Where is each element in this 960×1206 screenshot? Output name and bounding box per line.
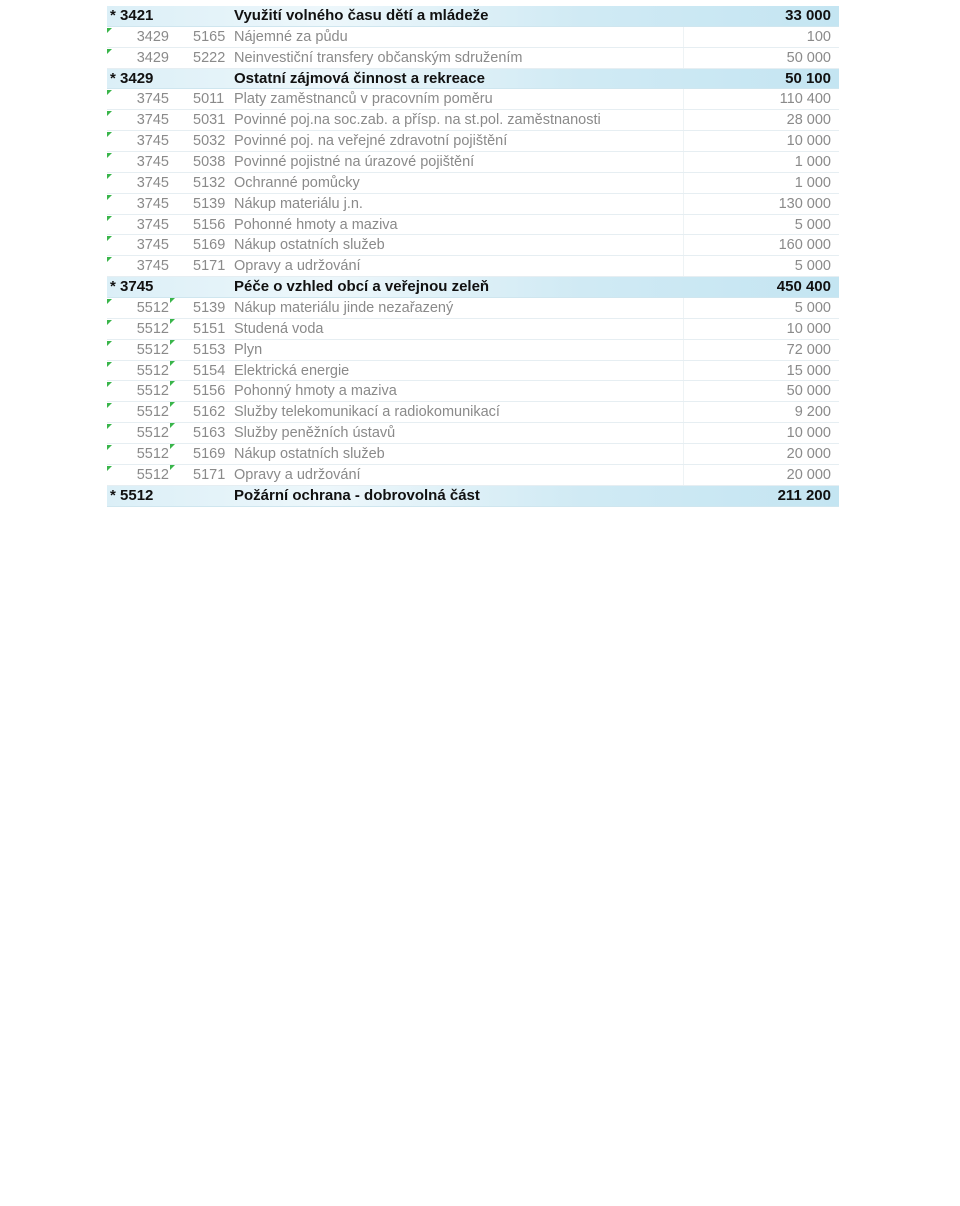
paragraph-cell: 3745 bbox=[136, 112, 169, 129]
item-code-cell: 5156 bbox=[193, 383, 226, 400]
item-code-cell: 5222 bbox=[193, 49, 226, 66]
paragraph-cell: 3745 bbox=[136, 174, 169, 191]
comment-marker-icon bbox=[170, 444, 175, 449]
paragraph-cell: 5512 bbox=[136, 404, 169, 421]
amount-cell: 10 000 bbox=[786, 320, 831, 337]
comment-marker-icon bbox=[170, 319, 175, 324]
table-row bbox=[107, 235, 839, 256]
budget-table-rows bbox=[107, 6, 839, 507]
item-code-cell: 5038 bbox=[193, 154, 226, 171]
table-row bbox=[107, 131, 839, 152]
paragraph-cell: 3745 bbox=[136, 195, 169, 212]
item-code-cell: 5139 bbox=[193, 300, 226, 317]
item-code-cell: 5165 bbox=[193, 28, 226, 45]
table-row bbox=[107, 361, 839, 382]
item-code-cell: 5156 bbox=[193, 216, 226, 233]
subtotal-amount-cell: 450 400 bbox=[776, 278, 831, 296]
comment-marker-icon bbox=[170, 298, 175, 303]
table-row bbox=[107, 48, 839, 69]
amount-cell: 50 000 bbox=[786, 49, 831, 66]
item-code-cell: 5031 bbox=[193, 112, 226, 129]
item-name-cell: Nákup materiálu jinde nezařazený bbox=[234, 300, 454, 317]
subtotal-row bbox=[107, 277, 839, 298]
table-row bbox=[107, 319, 839, 340]
table-row bbox=[107, 215, 839, 236]
item-name-cell: Opravy a udržování bbox=[234, 258, 361, 275]
paragraph-cell: 5512 bbox=[136, 341, 169, 358]
amount-cell: 15 000 bbox=[786, 362, 831, 379]
paragraph-cell: 5512 bbox=[136, 383, 169, 400]
table-row bbox=[107, 27, 839, 48]
amount-cell: 72 000 bbox=[786, 341, 831, 358]
item-code-cell: 5163 bbox=[193, 425, 226, 442]
item-code-cell: 5153 bbox=[193, 341, 226, 358]
subtotal-name-cell: Ostatní zájmová činnost a rekreace bbox=[234, 69, 485, 87]
item-name-cell: Nákup ostatních služeb bbox=[234, 237, 385, 254]
item-name-cell: Povinné pojistné na úrazové pojištění bbox=[234, 154, 475, 171]
comment-marker-icon bbox=[170, 423, 175, 428]
item-code-cell: 5154 bbox=[193, 362, 226, 379]
amount-cell: 130 000 bbox=[778, 195, 831, 212]
budget-table bbox=[107, 6, 839, 507]
amount-cell: 9 200 bbox=[794, 404, 831, 421]
item-code-cell: 5169 bbox=[193, 446, 226, 463]
paragraph-cell: 5512 bbox=[136, 362, 169, 379]
item-name-cell: Nákup ostatních služeb bbox=[234, 446, 385, 463]
subtotal-name-cell: Využití volného času dětí a mládeže bbox=[234, 7, 489, 24]
item-code-cell: 5139 bbox=[193, 195, 226, 212]
paragraph-cell: 3429 bbox=[136, 49, 169, 66]
item-name-cell: Pohonné hmoty a maziva bbox=[234, 216, 398, 233]
item-name-cell: Pohonný hmoty a maziva bbox=[234, 383, 397, 400]
comment-marker-icon bbox=[170, 381, 175, 386]
table-row bbox=[107, 381, 839, 402]
item-name-cell: Nákup materiálu j.n. bbox=[234, 195, 363, 212]
paragraph-cell: 3745 bbox=[136, 237, 169, 254]
amount-cell: 20 000 bbox=[786, 466, 831, 483]
item-name-cell: Povinné poj.na soc.zab. a přísp. na st.pol. zaměstnanosti bbox=[234, 112, 601, 129]
amount-cell: 50 000 bbox=[786, 383, 831, 400]
table-row bbox=[107, 89, 839, 110]
paragraph-cell: 3745 bbox=[136, 154, 169, 171]
table-row bbox=[107, 110, 839, 131]
amount-cell: 100 bbox=[806, 28, 831, 45]
comment-marker-icon bbox=[170, 340, 175, 345]
amount-cell: 110 400 bbox=[779, 91, 831, 108]
paragraph-cell: 5512 bbox=[136, 425, 169, 442]
comment-marker-icon bbox=[170, 361, 175, 366]
amount-cell: 160 000 bbox=[778, 237, 831, 254]
paragraph-cell: 5512 bbox=[136, 466, 169, 483]
item-code-cell: 5162 bbox=[193, 404, 226, 421]
subtotal-paragraph-cell: * 3429 bbox=[110, 69, 154, 87]
comment-marker-icon bbox=[170, 465, 175, 470]
table-row bbox=[107, 298, 839, 319]
table-row bbox=[107, 402, 839, 423]
item-name-cell: Služby telekomunikací a radiokomunikací bbox=[234, 404, 500, 421]
item-name-cell: Neinvestiční transfery občanským sdružením bbox=[234, 49, 523, 66]
item-name-cell: Ochranné pomůcky bbox=[234, 174, 360, 191]
item-code-cell: 5171 bbox=[193, 466, 226, 483]
item-name-cell: Služby peněžních ústavů bbox=[234, 425, 396, 442]
table-row bbox=[107, 423, 839, 444]
item-code-cell: 5169 bbox=[193, 237, 226, 254]
item-code-cell: 5011 bbox=[193, 91, 225, 108]
subtotal-amount-cell: 211 200 bbox=[777, 486, 831, 504]
paragraph-cell: 5512 bbox=[136, 320, 169, 337]
table-row bbox=[107, 173, 839, 194]
amount-cell: 1 000 bbox=[794, 154, 831, 171]
table-row bbox=[107, 152, 839, 173]
amount-cell: 20 000 bbox=[786, 446, 831, 463]
subtotal-name-cell: Požární ochrana - dobrovolná část bbox=[234, 486, 480, 504]
paragraph-cell: 5512 bbox=[136, 446, 169, 463]
paragraph-cell: 3745 bbox=[136, 133, 169, 150]
item-name-cell: Nájemné za půdu bbox=[234, 28, 348, 45]
subtotal-paragraph-cell: * 5512 bbox=[110, 486, 154, 504]
table-row bbox=[107, 340, 839, 361]
subtotal-name-cell: Péče o vzhled obcí a veřejnou zeleň bbox=[234, 278, 490, 296]
item-name-cell: Platy zaměstnanců v pracovním poměru bbox=[234, 91, 493, 108]
amount-cell: 5 000 bbox=[794, 258, 831, 275]
subtotal-amount-cell: 50 100 bbox=[785, 69, 831, 87]
item-name-cell: Opravy a udržování bbox=[234, 466, 361, 483]
table-row bbox=[107, 444, 839, 465]
paragraph-cell: 3745 bbox=[136, 258, 169, 275]
item-code-cell: 5032 bbox=[193, 133, 226, 150]
amount-cell: 5 000 bbox=[794, 216, 831, 233]
amount-cell: 10 000 bbox=[786, 133, 831, 150]
amount-cell: 10 000 bbox=[786, 425, 831, 442]
subtotal-row bbox=[107, 486, 839, 507]
amount-cell: 1 000 bbox=[794, 174, 831, 191]
paragraph-cell: 5512 bbox=[136, 300, 169, 317]
subtotal-paragraph-cell: * 3421 bbox=[110, 7, 154, 24]
item-name-cell: Plyn bbox=[234, 341, 263, 358]
item-name-cell: Elektrická energie bbox=[234, 362, 350, 379]
table-row bbox=[107, 465, 839, 486]
amount-cell: 5 000 bbox=[794, 300, 831, 317]
item-code-cell: 5151 bbox=[193, 320, 226, 337]
amount-cell: 28 000 bbox=[786, 112, 831, 129]
paragraph-cell: 3745 bbox=[136, 91, 169, 108]
subtotal-row bbox=[107, 6, 839, 27]
item-name-cell: Studená voda bbox=[234, 320, 324, 337]
item-name-cell: Povinné poj. na veřejné zdravotní pojištění bbox=[234, 133, 508, 150]
paragraph-cell: 3745 bbox=[136, 216, 169, 233]
paragraph-cell: 3429 bbox=[136, 28, 169, 45]
item-code-cell: 5132 bbox=[193, 174, 226, 191]
subtotal-row bbox=[107, 69, 839, 90]
subtotal-amount-cell: 33 000 bbox=[785, 7, 831, 24]
table-row bbox=[107, 194, 839, 215]
table-row bbox=[107, 256, 839, 277]
comment-marker-icon bbox=[170, 402, 175, 407]
item-code-cell: 5171 bbox=[193, 258, 226, 275]
subtotal-paragraph-cell: * 3745 bbox=[110, 278, 154, 296]
